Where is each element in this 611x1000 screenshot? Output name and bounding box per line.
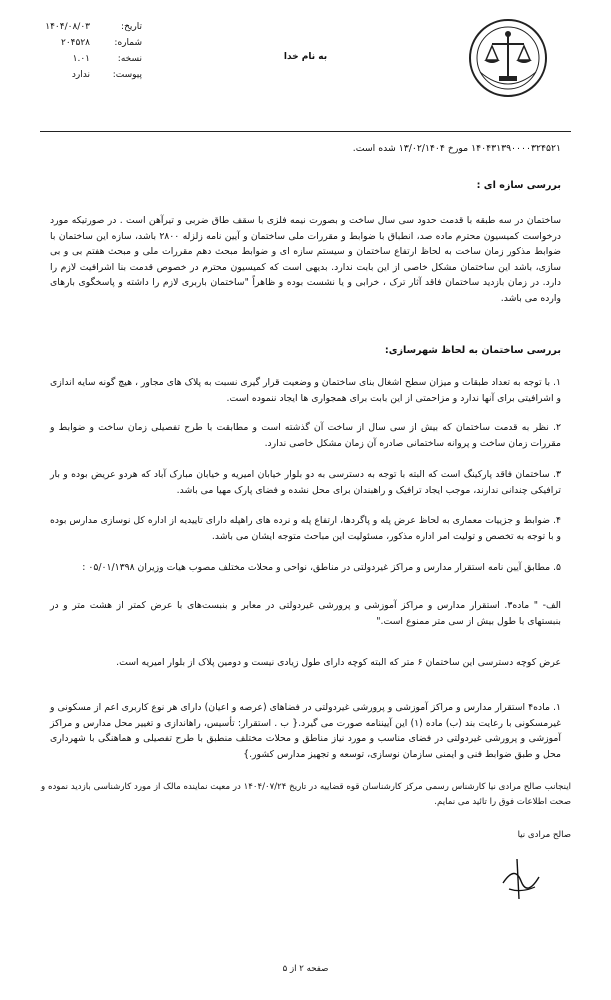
meta-date-value: ۱۴۰۴/۰۸/۰۳ [45, 22, 90, 32]
article4-paragraph: ۱. ماده۴ استقرار مدارس و مراکز آموزشی و پرورشی غیردولتی در فضاهای (عرصه و اعیان) دارای هر نوع کاربری اعم از مسکونی و غیرمسکونی با رعایت بند (ب) ماده (۱) این آییننامه صورت می گیرد.{ ب . استقرار: تأسیس، راهاندازی و تغییر محل مدارس و مراکز آموزشی و پرورشی غیردولتی در فضای مناسب و مورد نیاز مناطق و محلات مختلف منطبق با طرح تفصیلی و هماهنگی با شهرداری محل و طبق ضوابط فنی و ایمنی سازمان نوسازی، توسعه و تجهیز مدارس کشور.} [50, 702, 562, 760]
structure-review-heading: بررسی سازه ای : [476, 180, 561, 191]
handwritten-signature [495, 853, 545, 903]
urban-item-1: ۱. با توجه به تعداد طبقات و میزان سطح اشغال بنای ساختمان و وضعیت قرار گیری نسبت به پلاک های مجاور ، هیچ گونه سایه اندازی و اشرافیتی برای آنها ندارد و مزاحمتی از این بابت برای همجواری ها ایجاد ننموده است. [50, 377, 561, 404]
meta-copy-value: ۱.۰۱ [72, 54, 90, 64]
urban-item-4: ۴. ضوابط و جزییات معماری به لحاظ عرض پله و پاگردها، ارتفاع پله و نرده های راهپله دارای تاییدیه از اداره کل نوسازی مدارس بوده و با توجه به تخصص و تولیت امر اداره مذکور، مسئولیت این مباحث متوجه ایشان می باشد. [50, 515, 561, 542]
alley-width-note: عرض کوچه دسترسی این ساختمان ۶ متر که البته کوچه دارای طول زیادی نیست و دومین پلاک از بلوار امیریه است. [116, 657, 561, 668]
basmala-heading: به نام خدا [283, 52, 328, 62]
structure-review-paragraph: ساختمان در سه طبقه با قدمت حدود سی سال ساخت و بصورت نیمه فلزی با سقف طاق ضربی و تیرآهن است . در صورتیکه مورد درخواست کمیسیون محترم ماده صد، انطباق با ضوابط و مقررات ملی ساختمان و آیین نامه زلزله ۲۸۰۰ باشد، سازه این ساختمان با ضوابط مذکور زمان ساخت به لحاظ ارتفاع ساختمان و سیستم سازه ای و ضوابط مبحث دهم مقررات ملی و مبحث هفتم بی و بی سازی، باشد این ساختمان مشکل خاصی از این بابت ندارد. بدیهی است که کمیسیون محترم در خصوص قدمت بنا اشرافیت لازم را دارد. در زمان بازدید ساختمان فاقد آثار ترک ، خرابی و یا نشست بوده و ظاهراً "ساختمان باربری لازم را داشته و پاسخگوی بارهای وارده می باشد. [50, 215, 562, 304]
meta-number-label: شماره: [114, 38, 142, 48]
meta-attachment-value: ندارد [71, 70, 90, 80]
meta-number-value: ۲۰۴۵۲۸ [60, 38, 90, 48]
meta-date-label: تاریخ: [121, 22, 142, 32]
signer-name: صالح مرادی نیا [517, 830, 571, 840]
expert-declaration: اینجانب صالح مرادی نیا کارشناس رسمی مرکز کارشناسان قوه قضاییه در تاریخ ۱۴۰۴/۰۷/۲۴ در معیت نماینده مالک از مورد کارشناسی بازدید نموده و صحت اطلاعات فوق را تائید می نمایم. [41, 782, 571, 807]
urban-planning-heading: بررسی ساختمان به لحاظ شهرسازی: [384, 345, 561, 356]
meta-date-row [45, 20, 142, 36]
meta-copy-label: نسخه: [117, 54, 142, 64]
meta-attachment-label: پیوست: [112, 70, 142, 80]
meta-attachment-row [56, 68, 142, 84]
page-number: صفحه ۲ از ۵ [282, 964, 329, 974]
header-divider [40, 131, 571, 132]
urban-item-3: ۳. ساختمان فاقد پارکینگ است که البته با توجه به دسترسی به دو بلوار خیابان امیریه و خیابان مبارک آباد که هردو عریض بوده و بار ترافیکی چندانی ندارند، موجب ایجاد ترافیک و راهبندان برای محل نشده و فضای پارک مهیا می باشد. [50, 469, 561, 496]
judiciary-emblem-logo [466, 16, 550, 100]
meta-number-row [56, 36, 142, 52]
urban-item-5: ۵. مطابق آیین نامه استقرار مدارس و مراکز غیردولتی در مناطق، نواحی و محلات مختلف مصوب هیات وزیران ۰۵/۰۱/۱۳۹۸ : [82, 562, 561, 573]
urban-item-2: ۲. نظر به قدمت ساختمان که بیش از سی سال از ساخت آن گذشته است و مطابقت با طرح تفصیلی زمان ساخت و ضوابط و مقررات زمان ساخت و پروانه ساختمانی صادره آن زمان مشکل خاصی ندارد. [50, 422, 561, 449]
article3-quote: الف- " ماده۳. استقرار مدارس و مراکز آموزشی و پرورشی غیردولتی در معابر و بنبست‌های با عرض کمتر از هشت متر و در بنبستهای با طول بیش از سی متر ممنوع است." [50, 600, 561, 627]
intro-reference-line: ۱۴۰۴۳۱۳۹۰۰۰۰۳۲۴۵۲۱ مورخ ۱۳/۰۲/۱۴۰۴ شده است. [352, 143, 561, 154]
